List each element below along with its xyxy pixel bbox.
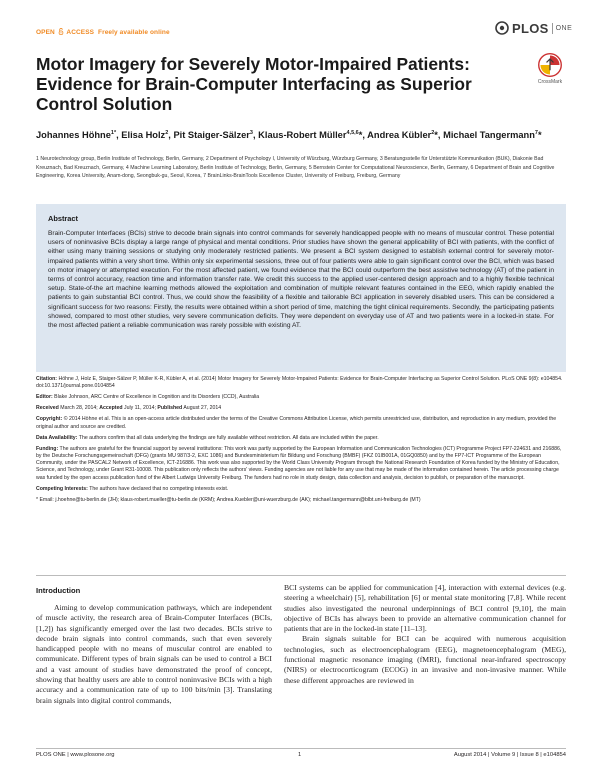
intro-paragraph-2: BCI systems can be applied for communication [4], interaction with external devices (e.g. steering a wheelchair) [5], rehabilitation [6] or mental state monitoring [7,8]. While recent studies also investigated the neuronal underpinnings of BCI control [9,10], the main objective of BCIs has always been to provide an alternative communication channel for patients that are in the locked-in state [11–13]. <box>284 583 566 634</box>
competing-interests-label: Competing Interests: <box>36 485 88 492</box>
received-date: March 28, 2014; <box>60 405 98 412</box>
page-footer <box>36 752 566 764</box>
competing-interests-text: The authors have declared that no competing interests exist. <box>89 485 229 492</box>
author-name: Pit Staiger-Sälzer <box>173 130 250 141</box>
abstract-text: Brain-Computer Interfaces (BCIs) strive to decode brain signals into control commands for severely handicapped people with no means of muscular control. These potential users of noninvasive BCIs display a large range of physical and mental conditions. Prior studies have shown the general applicability of BCI with patients, with the conflict of either using many training sessions or studying only moderately restricted patients. We present a BCI system designed to establish external control for severely motor-impaired patients within a very short time. Within only six experimental sessions, three out of four patients were able to gain significant control over the BCI, which was based on motor imagery or attempted execution. For the most affected patient, we found evidence that the BCI could outperform the best assistive technology (AT) of the patient in terms of control accuracy, reaction time and information transfer rate. We credit this success to the applied user-centered design approach and to a highly flexible technical setup. State-of-the art machine learning methods allowed the exploitation and combination of multiple relevant features contained in the EEG, which rapidly enabled the patients to gain substantial BCI control. Thus, we could show the feasibility of a flexible and tailorable BCI application in severely disabled users. This can be considered a significant success for two reasons: Firstly, the results were obtained within a short period of time, matching the tight clinical requirements. Secondly, the participating patients showed, compared to most other studies, very severe communication deficits. They were dependent on everyday use of AT and two patients were in a locked-in state. For the most affected patient a reliable communication was rarely possible with existing AT. <box>48 230 554 330</box>
author-name: Michael Tangermann <box>443 130 535 141</box>
author-affiliation-marker: 7 <box>534 130 538 136</box>
page-number: 1 <box>298 752 302 758</box>
introduction-heading: Introduction <box>36 586 81 595</box>
copyright-label: Copyright: <box>36 416 63 423</box>
crossmark-label: CrossMark <box>537 79 563 85</box>
editor-row <box>36 394 566 401</box>
published-label: Published <box>157 405 183 412</box>
footer-journal: PLOS ONE | www.plosone.org <box>36 752 115 758</box>
crossmark-badge[interactable] <box>530 52 570 98</box>
accepted-label: Accepted <box>99 405 123 412</box>
competing-interests-row <box>36 486 566 493</box>
data-availability-label: Data Availability: <box>36 434 78 441</box>
author-affiliation-marker: 3 <box>249 130 253 136</box>
author-name: Andrea Kübler <box>367 130 432 141</box>
data-availability-text: The authors confirm that all data underlying the findings are fully available without restriction. All data are included within the paper. <box>78 434 379 441</box>
section-divider <box>36 575 566 576</box>
citation-label: Citation: <box>36 376 58 382</box>
open-access-banner <box>36 28 170 36</box>
data-availability-row <box>36 435 566 442</box>
editor-label: Editor: <box>36 394 53 401</box>
plos-one-logo <box>494 20 572 36</box>
author-name: Klaus-Robert Müller <box>258 130 347 141</box>
freely-available-label: Freely available online <box>98 29 170 36</box>
accepted-date: July 11, 2014; <box>124 405 156 412</box>
introduction-right-column <box>284 583 566 686</box>
dates-row <box>36 405 566 412</box>
article-metadata <box>36 376 566 504</box>
published-date: August 27, 2014 <box>183 405 222 412</box>
funding-row <box>36 446 566 482</box>
email-text: * Email: j.hoehne@tu-berlin.de (JH); klaus-robert.mueller@tu-berlin.de (KRM); Andrea.Kuebler@uni-wuerzburg.de (AK); michael.tangermann@blbt.uni-freiburg.de (MT) <box>36 496 421 503</box>
author-separator: , <box>116 130 122 141</box>
introduction-left-column <box>36 603 272 706</box>
author-list <box>36 126 566 142</box>
author-affiliation-marker: 2 <box>165 130 169 136</box>
author-separator: , <box>252 130 259 141</box>
intro-paragraph-1: Aiming to develop communication pathways, which are independent of muscle activity, the research area of Brain-Computer Interfaces (BCIs, [1,2]) has significantly emerged over the last two decades. BCIs strive to decode brain signals into control commands, such that even severely handicapped people with no means of muscular control are enabled to communicate. Different types of brain signals can be used to control a BCI and a vast amount of studies have demonstrated the proof of concept, showing that healthy users are able to control noninvasive BCIs with a high accuracy and a communication rate of up to 100 bits/min [3]. Translating brain signals into digital control commands, <box>36 603 272 705</box>
author-separator: *, <box>434 130 444 141</box>
plos-logo-icon <box>494 20 510 36</box>
citation-row <box>36 376 566 391</box>
email-row <box>36 497 566 504</box>
author-affiliation-marker: 1* <box>110 130 117 136</box>
author-separator: *, <box>358 130 368 141</box>
plos-wordmark: PLOS <box>512 20 549 36</box>
author-name: Johannes Höhne <box>36 130 111 141</box>
crossmark-icon <box>537 52 563 78</box>
open-access-lock-icon <box>58 28 64 35</box>
intro-paragraph-3: Brain signals suitable for BCI can be acquired with numerous acquisition technologies, such as electroencephalogram (EEG), magnetoencephalogram (MEG), functional magnetic resonance imaging (fMRI), functional near-infrared spectroscopy (NIRS) or electrocorticogram (ECOG) in an invasive and non-invasive manner. While these different approaches are reviewed in <box>284 634 566 685</box>
copyright-row <box>36 416 566 431</box>
abstract-heading: Abstract <box>48 214 78 223</box>
funding-text: The authors are grateful for the financial support by several institutions: This work was partly supported by the European Information and Communication Technologies (ICT) Programme Project FP7-224631 and 216886, by the Deutsche Forschungsgemeinschaft (DFG) (grants MU 987/3-2, EXC 1086) and Bundesministerium für Bildung und Forschung (BMBF) (FKZ 01IB001A, 01GQ0850) and by the FP7-ICT Programme of the European Community, under the PASCAL2 Network of Excellence, ICT-216886. This work was also supported by the World Class University Program through the National Research Foundation of Korea funded by the Ministry of Education, Science, and Technology, under Grant R31-10008. This publication only reflects the authors' views. Funding agencies are not liable for any use that may be made of the information contained herein. The article processing charge was funded by the open access publication fund of the Albert Ludwigs University Freiburg. The funders had no role in study design, data collection and analysis, decision to publish, or preparation of the manuscript. <box>36 445 562 481</box>
affiliations: 1 Neurotechnology group, Berlin Institute of Technology, Berlin, Germany, 2 Department of Psychology I, University of Würzburg, Würzburg Germany, 3 Beratungsstelle für Unterstützte Kommunikation (BUK), Diakonie Bad Kreuznach, Bad Kreuznach, Germany, 4 Machine Learning Laboratory, Berlin Institute of Technology, Berlin, Germany, 5 Bernstein Center for Computational Neuroscience, Berlin, Germany, 6 Department of Brain and Cognitive Engineering, Korea University, Anam-dong, Seongbuk-gu, Seoul, Korea, 7 BrainLinks-BrainTools Excellence Cluster, University of Freiburg, Freiburg, Germany <box>36 156 555 180</box>
copyright-text: © 2014 Höhne et al. This is an open-access article distributed under the terms of the Creative Commons Attribution License, which permits unrestricted use, distribution, and reproduction in any medium, provided the original author and source are credited. <box>36 416 557 430</box>
author-affiliation-marker: 4,5,6 <box>346 130 359 136</box>
footer-divider <box>36 748 566 749</box>
footer-issue: August 2014 | Volume 9 | Issue 8 | e104854 <box>453 752 566 758</box>
plos-one-sub: ONE <box>555 24 573 32</box>
abstract-box <box>36 204 566 372</box>
journal-header <box>0 0 600 44</box>
author-affiliation-marker: 2 <box>431 130 435 136</box>
citation-text: Höhne J, Holz E, Staiger-Sälzer P, Müller K-R, Kübler A, et al. (2014) Motor Imagery for Severely Motor-Impaired Patients: Evidence for Brain-Computer Interfacing as Superior Control Solution. PLoS ONE 9(8): e104854. doi:10.1371/journal.pone.0104854 <box>36 376 563 390</box>
funding-label: Funding: <box>36 445 59 452</box>
open-label: OPEN <box>36 29 55 36</box>
author-separator: , <box>168 130 174 141</box>
author-separator: * <box>537 130 542 141</box>
editor-text: Blake Johnson, ARC Centre of Excellence in Cognition and its Disorders (CCD), Australia <box>54 394 260 401</box>
article-title: Motor Imagery for Severely Motor-Impaired Patients: Evidence for Brain-Computer Interfacing as Superior Control Solution <box>36 54 472 114</box>
received-label: Received <box>36 405 59 412</box>
logo-divider <box>552 23 553 34</box>
access-label: ACCESS <box>66 29 95 36</box>
author-name: Elisa Holz <box>121 130 166 141</box>
